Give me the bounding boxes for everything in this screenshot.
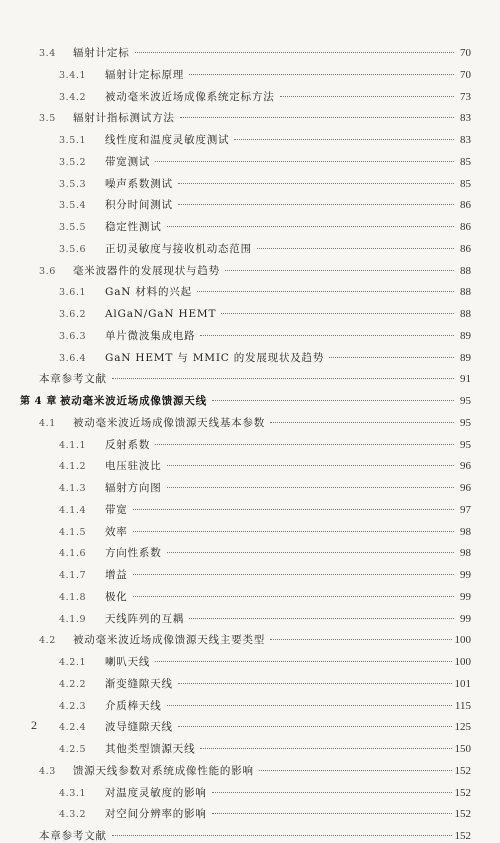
dot-leader — [189, 62, 454, 75]
dot-leader — [225, 258, 454, 271]
toc-entry[interactable] — [59, 804, 471, 822]
toc-page-number: 152 — [454, 830, 471, 842]
dot-leader — [133, 584, 454, 597]
toc-entry[interactable] — [59, 348, 471, 366]
dot-leader — [167, 475, 455, 488]
toc-page-number: 73 — [460, 90, 471, 103]
dot-leader — [112, 823, 452, 836]
toc-entry-number: 4.2.1 — [59, 657, 87, 668]
dot-leader — [167, 540, 455, 553]
toc-entry[interactable] — [59, 282, 471, 300]
dot-leader — [280, 84, 455, 97]
toc-entry-number: 3.5 — [39, 113, 56, 125]
toc-page-number: 125 — [454, 721, 471, 734]
toc-page-number: 86 — [460, 221, 471, 233]
toc-entry[interactable] — [59, 609, 471, 627]
toc-entry[interactable] — [39, 108, 471, 126]
toc-entry-title: 极化 — [105, 590, 128, 603]
toc-entry-number: 3.6.1 — [59, 287, 87, 299]
toc-entry-title: 积分时间测试 — [105, 199, 173, 212]
toc-entry-number: 4.3 — [39, 765, 56, 777]
toc-entry-title: 噪声系数测试 — [105, 177, 173, 190]
dot-leader — [178, 192, 454, 205]
toc-entry[interactable] — [59, 783, 471, 801]
toc-entry[interactable] — [59, 543, 471, 561]
toc-entry-number: 4.2.5 — [59, 744, 87, 755]
toc-entry-number: 3.4.2 — [59, 91, 87, 103]
toc-entry-number: 4.1.1 — [59, 439, 87, 451]
toc-entry-title: 单片微波集成电路 — [105, 329, 196, 342]
toc-entry-number: 4.1.4 — [59, 504, 87, 516]
toc-entry[interactable] — [59, 565, 471, 583]
toc-page-number: 95 — [460, 438, 471, 451]
dot-leader — [155, 149, 454, 162]
toc-entry-title: GaN HEMT 与 MMIC 的发展现状及趋势 — [105, 351, 325, 364]
toc-entry-number: 4.1.6 — [59, 548, 87, 560]
toc-entry-number: 4.3.2 — [59, 809, 87, 821]
toc-page-number: 70 — [460, 68, 471, 81]
dot-leader — [212, 388, 454, 401]
toc-entry-number: 3.5.6 — [59, 243, 87, 255]
toc-page-number: 88 — [460, 308, 471, 320]
toc-entry-number: 4.2.4 — [59, 722, 87, 734]
page-number-footer: 2 — [31, 718, 37, 732]
toc-entry[interactable] — [59, 478, 471, 496]
toc-entry[interactable] — [39, 630, 471, 648]
toc-page-number: 96 — [460, 482, 471, 494]
toc-page-number: 99 — [460, 590, 471, 603]
toc-page-number: 85 — [460, 177, 471, 190]
toc-entry[interactable] — [59, 500, 471, 518]
toc-entry[interactable] — [59, 717, 471, 735]
toc-page-number: 95 — [460, 395, 471, 407]
dot-leader — [155, 649, 451, 662]
toc-entry-number: 4.1.8 — [59, 591, 87, 603]
toc-page-number: 152 — [454, 808, 471, 821]
toc-entry[interactable] — [39, 826, 471, 843]
toc-entry-number: 3.6.2 — [59, 309, 87, 320]
toc-page-number: 95 — [460, 416, 471, 429]
dot-leader — [212, 801, 452, 814]
toc-entry-title: 渐变缝隙天线 — [105, 677, 173, 690]
dot-leader — [329, 345, 454, 358]
dot-leader — [200, 323, 454, 336]
toc-entry-number: 4.2.2 — [59, 678, 87, 690]
dot-leader — [270, 410, 454, 423]
toc-entry-title: 被动毫米波近场成像馈源天线主要类型 — [73, 634, 266, 647]
dot-leader — [257, 236, 454, 249]
toc-entry-title: 介质棒天线 — [105, 699, 162, 712]
toc-entry[interactable] — [39, 261, 471, 279]
toc-entry-number: 4.1.9 — [59, 613, 87, 625]
dot-leader — [167, 693, 452, 706]
toc-entry-number: 3.6.3 — [59, 330, 87, 342]
toc-entry-title: 毫米波器件的发展现状与趋势 — [73, 264, 220, 277]
toc-entry[interactable] — [39, 413, 471, 431]
toc-entry[interactable] — [59, 587, 471, 605]
toc-entry-title: 稳定性测试 — [105, 221, 162, 233]
toc-entry-title: 辐射计定标原理 — [105, 68, 185, 81]
toc-page-number: 88 — [460, 264, 471, 277]
toc-entry[interactable] — [59, 696, 471, 714]
toc-entry-number: 第 4 章 — [20, 396, 57, 407]
toc-page-number: 100 — [454, 656, 471, 668]
toc-entry[interactable] — [39, 369, 471, 386]
toc-entry-number: 4.1.2 — [59, 461, 87, 473]
toc-page-number: 85 — [460, 155, 471, 168]
toc-page-number: 89 — [460, 351, 471, 364]
dot-leader — [178, 171, 454, 184]
toc-entry-title: 对空间分辨率的影响 — [105, 808, 207, 821]
toc-entry-number: 4.2.3 — [59, 700, 87, 712]
toc-entry-title: 被动毫米波近场成像馈源天线 — [60, 395, 207, 407]
toc-page-number: 99 — [460, 612, 471, 625]
toc-entry[interactable] — [59, 195, 471, 213]
toc-entry-number: 3.5.2 — [59, 156, 87, 168]
toc-entry-title: 天线阵列的互耦 — [105, 612, 185, 625]
toc-entry-title: 其他类型馈源天线 — [105, 743, 196, 755]
toc-page-number: 86 — [460, 199, 471, 212]
toc-page-number: 98 — [460, 525, 471, 538]
toc-entry-number: 3.5.1 — [59, 135, 87, 146]
toc-entry-number: 3.5.3 — [59, 178, 87, 190]
toc-entry-title: 被动毫米波近场成像馈源天线基本参数 — [73, 416, 266, 429]
toc-page-number: 152 — [454, 786, 471, 799]
toc-entry-title: 辐射方向图 — [105, 482, 162, 494]
toc-entry[interactable] — [59, 130, 471, 148]
toc-entry[interactable] — [59, 239, 471, 257]
toc-entry[interactable] — [59, 652, 471, 670]
toc-page-number: 97 — [460, 503, 471, 516]
dot-leader — [133, 519, 454, 532]
toc-entry-title: 增益 — [105, 569, 128, 581]
toc-entry[interactable] — [59, 174, 471, 192]
dot-leader — [234, 127, 454, 140]
toc-entry[interactable] — [39, 43, 471, 61]
dot-leader — [133, 497, 454, 510]
toc-page-number: 83 — [460, 134, 471, 146]
toc-page-number: 89 — [460, 329, 471, 342]
dot-leader — [212, 780, 452, 793]
toc-entry-title: AlGaN/GaN HEMT — [105, 308, 217, 320]
toc-page-number: 70 — [460, 47, 471, 59]
toc-entry[interactable] — [59, 456, 471, 474]
toc-entry-title: 正切灵敏度与接收机动态范围 — [105, 242, 252, 255]
toc-entry-title: 效率 — [105, 525, 128, 538]
toc-entry-number: 4.1.3 — [59, 483, 87, 494]
toc-entry-number: 3.6 — [39, 265, 56, 277]
toc-entry[interactable] — [59, 522, 471, 540]
toc-entry[interactable] — [59, 739, 471, 757]
dot-leader — [189, 606, 454, 619]
dot-leader — [178, 671, 452, 684]
toc-entry-title: 被动毫米波近场成像系统定标方法 — [105, 90, 275, 103]
dot-leader — [112, 366, 454, 379]
dot-leader — [259, 758, 452, 771]
toc-entry[interactable] — [59, 217, 471, 235]
dot-leader — [133, 562, 454, 575]
toc-page-number: 88 — [460, 286, 471, 299]
toc-entry-title: 反射系数 — [105, 438, 151, 451]
toc-page-number: 83 — [460, 112, 471, 125]
toc-page-number: 99 — [460, 569, 471, 581]
dot-leader — [200, 736, 451, 749]
toc-entry-title: 馈源天线参数对系统成像性能的影响 — [73, 764, 254, 777]
toc-entry-number: 4.1 — [39, 417, 56, 429]
toc-entry-title: GaN 材料的兴起 — [105, 286, 192, 299]
toc-entry[interactable] — [59, 674, 471, 692]
toc-entry-title: 对温度灵敏度的影响 — [105, 786, 207, 799]
toc-entry-number: 4.1.7 — [59, 570, 87, 581]
toc-entry-title: 方向性系数 — [105, 547, 162, 560]
toc-entry[interactable] — [59, 326, 471, 344]
toc-entry-number: 3.4.1 — [59, 69, 87, 81]
toc-entry-title: 辐射计指标测试方法 — [73, 112, 175, 125]
toc-entry-title: 本章参考文献 — [39, 830, 107, 842]
toc-entry-number: 4.1.5 — [59, 526, 87, 538]
toc-page-number: 98 — [460, 547, 471, 560]
toc-entry-title: 电压驻波比 — [105, 460, 162, 473]
toc-entry-title: 带宽测试 — [105, 155, 151, 168]
toc-page-number: 96 — [460, 460, 471, 473]
dot-leader — [197, 279, 454, 292]
toc-page-number: 100 — [454, 634, 471, 647]
toc-entry-number: 4.3.1 — [59, 787, 87, 799]
toc-entry-title: 线性度和温度灵敏度测试 — [105, 134, 230, 146]
toc-page-number: 152 — [454, 764, 471, 777]
toc-entry-title: 本章参考文献 — [39, 373, 107, 386]
toc-entry-title: 辐射计定标 — [73, 47, 130, 59]
toc-page-number: 150 — [454, 743, 471, 755]
dot-leader — [270, 627, 451, 640]
toc-entry-title: 带宽 — [105, 503, 128, 516]
toc-page-number: 91 — [460, 373, 471, 386]
toc-entry-number: 3.5.4 — [59, 200, 87, 212]
toc-entry[interactable] — [59, 152, 471, 170]
toc-entry[interactable] — [59, 304, 471, 322]
toc-chapter-entry[interactable] — [20, 391, 471, 409]
dot-leader — [180, 105, 454, 118]
toc-entry-number: 3.5.5 — [59, 222, 87, 233]
dot-leader — [178, 714, 452, 727]
toc-entry[interactable] — [39, 761, 471, 779]
toc-entry[interactable] — [59, 65, 471, 83]
dot-leader — [167, 453, 455, 466]
toc-entry[interactable] — [59, 87, 471, 105]
dot-leader — [155, 432, 454, 445]
toc-entry-title: 喇叭天线 — [105, 656, 151, 668]
toc-entry-number: 3.6.4 — [59, 352, 87, 364]
toc-page-number: 101 — [454, 677, 471, 690]
toc-page-number: 115 — [454, 699, 471, 712]
dot-leader — [221, 301, 454, 314]
toc-entry-title: 波导缝隙天线 — [105, 721, 173, 734]
toc-page-number: 86 — [460, 242, 471, 255]
toc-entry-number: 3.4 — [39, 48, 56, 59]
toc-entry-number: 4.2 — [39, 635, 56, 647]
dot-leader — [167, 214, 455, 227]
dot-leader — [135, 40, 455, 53]
toc-entry[interactable] — [59, 435, 471, 453]
